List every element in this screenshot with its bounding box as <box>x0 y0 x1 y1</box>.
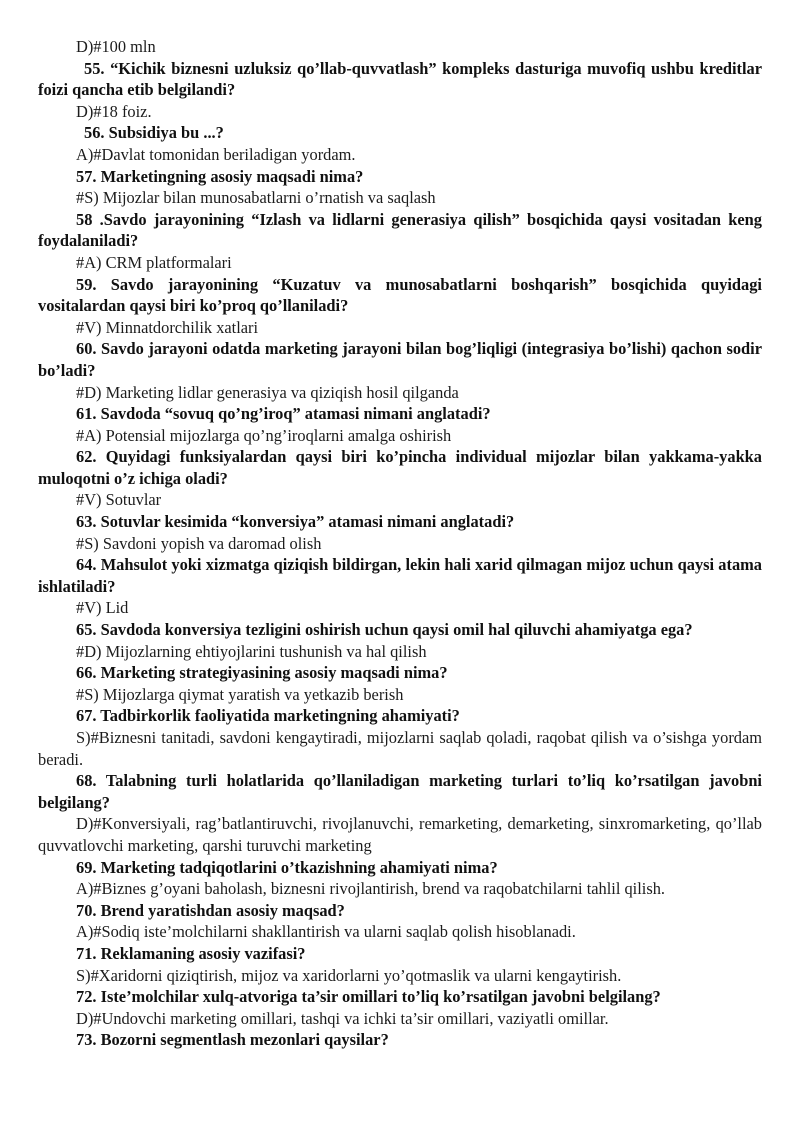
answer-line: D)#100 mln <box>76 37 156 56</box>
question-line: 64. Mahsulot yoki xizmatga qiziqish bildirgan, lekin hali xarid qilmagan mijoz uchun qaysi atama ishlatiladi? <box>38 555 762 596</box>
question-line: 58 .Savdo jarayonining “Izlash va lidlarni generasiya qilish” bosqichida qaysi vositadan keng foydalaniladi? <box>38 209 762 251</box>
answer-line: #D) Mijozlarning ehtiyojlarini tushunish va hal qilish <box>76 641 427 661</box>
question-line: 66. Marketing strategiyasining asosiy maqsadi nima? <box>76 663 448 683</box>
question-line: 57. Marketingning asosiy maqsadi nima? <box>76 166 364 186</box>
question-line: 73. Bozorni segmentlash mezonlari qaysilar? <box>76 1030 389 1050</box>
question-line: 59. Savdo jarayonining “Kuzatuv va munosabatlarni boshqarish” bosqichida quyidagi vositalardan qaysi biri ko’proq qo’llaniladi? <box>38 274 762 316</box>
question-line: 71. Reklamaning asosiy vazifasi? <box>76 943 306 963</box>
answer-line: D)#18 foiz. <box>76 101 152 121</box>
answer-line: D)#Undovchi marketing omillari, tashqi va ichki ta’sir omillari, vaziyatli omillar. <box>76 1008 609 1028</box>
answer-line: #S) Savdoni yopish va daromad olish <box>76 533 322 553</box>
answer-line: #V) Lid <box>76 598 129 618</box>
answer-line: #A) CRM platformalari <box>76 252 232 272</box>
answer-line: #V) Minnatdorchilik xatlari <box>76 317 259 337</box>
question-line: 62. Quyidagi funksiyalardan qaysi biri ko’pincha individual mijozlar bilan yakkama-yakka muloqotni o’z ichiga oladi? <box>38 447 762 488</box>
question-line: 56. Subsidiya bu ...? <box>84 123 224 143</box>
answer-line: D)#Konversiyali, rag’batlantiruvchi, rivojlanuvchi, remarketing, demarketing, sinxromarketing, qo’llab quvvatlovchi marketing, qarshi turuvchi marketing <box>38 814 762 855</box>
answer-line: S)#Xaridorni qiziqtirish, mijoz va xaridorlarni yo’qotmaslik va ularni kengaytirish. <box>76 965 622 985</box>
answer-line: A)#Sodiq iste’molchilarni shakllantirish va ularni saqlab qolish hisoblanadi. <box>76 922 576 942</box>
question-line: 63. Sotuvlar kesimida “konversiya” atamasi nimani anglatadi? <box>76 512 515 532</box>
answer-line: A)#Davlat tomonidan beriladigan yordam. <box>76 144 356 164</box>
document-page <box>38 36 762 1051</box>
question-line: 55. “Kichik biznesni uzluksiz qo’llab-quvvatlash” kompleks dasturiga muvofiq ushbu kreditlar foizi qancha etib belgilandi? <box>38 58 762 100</box>
question-line: 68. Talabning turli holatlarida qo’llaniladigan marketing turlari to’liq ko’rsatilgan javobni belgilang? <box>38 771 762 812</box>
question-line: 65. Savdoda konversiya tezligini oshirish uchun qaysi omil hal qiluvchi ahamiyatga ega? <box>76 620 693 640</box>
answer-line: #A) Potensial mijozlarga qo’ng’iroqlarni amalga oshirish <box>76 425 452 445</box>
question-line: 67. Tadbirkorlik faoliyatida marketingning ahamiyati? <box>76 706 460 726</box>
answer-line: S)#Biznesni tanitadi, savdoni kengaytiradi, mijozlarni saqlab qoladi, raqobat qilish va o’sishga yordam beradi. <box>38 728 762 769</box>
answer-line: A)#Biznes g’oyani baholash, biznesni rivojlantirish, brend va raqobatchilarni tahlil qilish. <box>76 879 666 899</box>
question-line: 60. Savdo jarayoni odatda marketing jarayoni bilan bog’liqligi (integrasiya bo’lishi) qachon sodir bo’ladi? <box>38 339 762 380</box>
question-line: 72. Iste’molchilar xulq-atvoriga ta’sir omillari to’liq ko’rsatilgan javobni belgilang? <box>76 987 661 1007</box>
question-line: 70. Brend yaratishdan asosiy maqsad? <box>76 900 345 920</box>
answer-line: #D) Marketing lidlar generasiya va qiziqish hosil qilganda <box>76 382 459 402</box>
question-line: 69. Marketing tadqiqotlarini o’tkazishning ahamiyati nima? <box>76 857 498 877</box>
answer-line: #S) Mijozlarga qiymat yaratish va yetkazib berish <box>76 684 404 704</box>
question-line: 61. Savdoda “sovuq qo’ng’iroq” atamasi nimani anglatadi? <box>76 404 491 424</box>
answer-line: #V) Sotuvlar <box>76 490 162 510</box>
answer-line: #S) Mijozlar bilan munosabatlarni o’rnatish va saqlash <box>76 188 436 208</box>
